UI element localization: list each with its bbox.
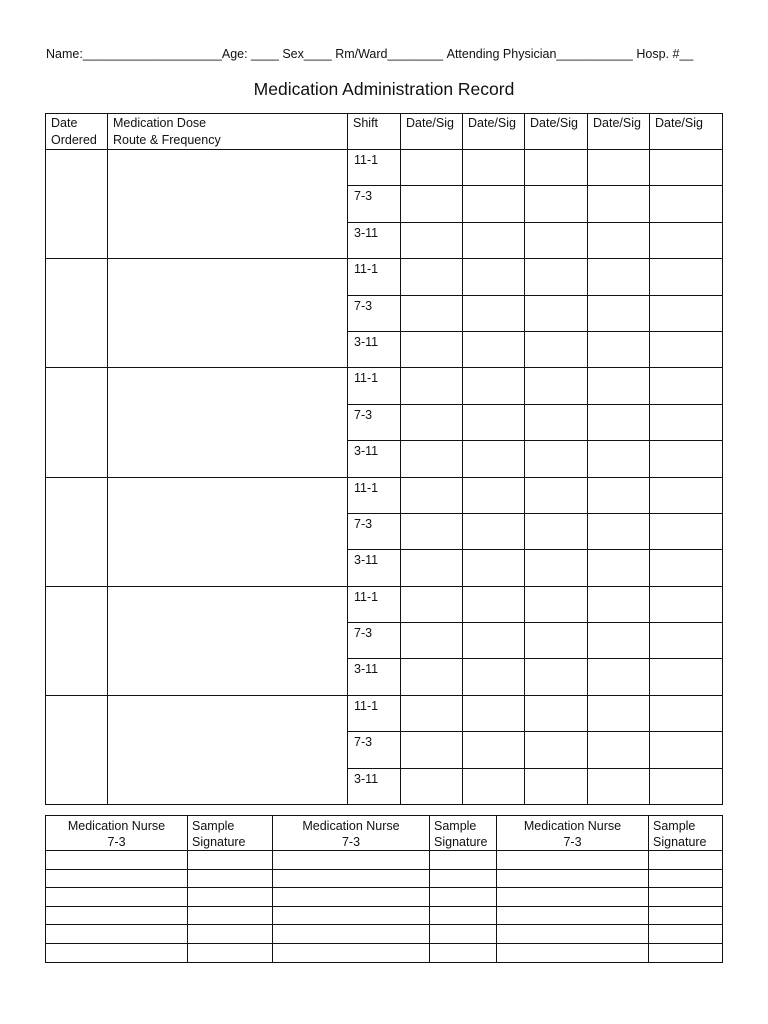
date-sig-cell[interactable] — [401, 623, 463, 659]
mar-row — [46, 477, 723, 513]
date-sig-cell[interactable] — [525, 623, 588, 659]
shift-cell: 3-11 — [348, 768, 401, 804]
mar-row — [46, 259, 723, 295]
medication-nurse-header-line2: 7-3 — [107, 835, 126, 849]
date-ordered-cell[interactable] — [46, 150, 108, 259]
medication-nurse-cell[interactable] — [497, 888, 649, 907]
shift-cell: 11-1 — [348, 368, 401, 404]
date-ordered-header-line1: Date — [51, 116, 78, 130]
date-sig-cell[interactable] — [650, 732, 723, 768]
sample-signature-cell[interactable] — [188, 906, 273, 925]
date-sig-cell[interactable] — [401, 259, 463, 295]
medication-nurse-cell[interactable] — [46, 869, 188, 888]
date-ordered-cell[interactable] — [46, 259, 108, 368]
date-sig-cell[interactable] — [525, 222, 588, 258]
date-sig-cell[interactable] — [525, 513, 588, 549]
date-sig-cell[interactable] — [588, 768, 650, 804]
sample-signature-cell[interactable] — [649, 869, 723, 888]
medication-header-line2: Route & Frequency — [113, 133, 221, 147]
date-sig-cell[interactable] — [525, 259, 588, 295]
shift-cell: 3-11 — [348, 659, 401, 695]
date-sig-cell[interactable] — [401, 404, 463, 440]
sample-signature-header-line1: Sample — [192, 819, 235, 833]
date-sig-cell[interactable] — [401, 732, 463, 768]
date-sig-cell[interactable] — [401, 186, 463, 222]
date-sig-cell[interactable] — [588, 441, 650, 477]
date-sig-cell[interactable] — [525, 186, 588, 222]
date-sig-cell[interactable] — [401, 695, 463, 731]
date-sig-cell[interactable] — [463, 586, 525, 622]
sample-signature-cell[interactable] — [649, 888, 723, 907]
date-sig-cell[interactable] — [588, 659, 650, 695]
sex-field-label: Sex____ — [282, 47, 332, 61]
medication-nurse-cell[interactable] — [46, 888, 188, 907]
date-sig-cell[interactable] — [401, 368, 463, 404]
date-sig-cell[interactable] — [525, 368, 588, 404]
sample-signature-cell[interactable] — [649, 851, 723, 870]
date-sig-cell[interactable] — [401, 659, 463, 695]
date-sig-cell[interactable] — [401, 222, 463, 258]
shift-cell: 3-11 — [348, 550, 401, 586]
date-sig-cell[interactable] — [525, 150, 588, 186]
medication-nurse-header — [273, 816, 430, 851]
date-sig-cell[interactable] — [525, 768, 588, 804]
medication-dose-route-cell[interactable] — [108, 368, 348, 477]
date-sig-cell[interactable] — [650, 768, 723, 804]
date-sig-cell[interactable] — [650, 331, 723, 367]
sample-signature-header-line1: Sample — [434, 819, 477, 833]
sample-signature-cell[interactable] — [649, 925, 723, 944]
date-sig-cell[interactable] — [463, 695, 525, 731]
medication-nurse-cell[interactable] — [497, 943, 649, 962]
date-sig-cell[interactable] — [588, 404, 650, 440]
medication-nurse-header-line2: 7-3 — [341, 835, 361, 849]
nurse-signature-row — [46, 943, 723, 962]
medication-nurse-header — [497, 816, 649, 851]
sample-signature-cell[interactable] — [188, 943, 273, 962]
sample-signature-cell[interactable] — [430, 851, 497, 870]
date-sig-cell[interactable] — [650, 222, 723, 258]
sample-signature-cell[interactable] — [188, 869, 273, 888]
shift-cell: 7-3 — [348, 623, 401, 659]
date-sig-header: Date/Sig — [463, 114, 525, 150]
medication-nurse-header-line1: Medication Nurse — [302, 819, 400, 833]
date-sig-cell[interactable] — [588, 477, 650, 513]
medication-nurse-cell[interactable] — [273, 888, 430, 907]
date-sig-cell[interactable] — [525, 586, 588, 622]
date-sig-cell[interactable] — [525, 732, 588, 768]
sample-signature-header-line2: Signature — [653, 835, 707, 849]
date-sig-cell[interactable] — [650, 513, 723, 549]
date-sig-cell[interactable] — [650, 586, 723, 622]
date-sig-cell[interactable] — [463, 477, 525, 513]
rm-ward-field-label: Rm/Ward________ — [335, 47, 444, 61]
date-sig-cell[interactable] — [401, 331, 463, 367]
date-sig-cell[interactable] — [525, 295, 588, 331]
date-sig-cell[interactable] — [463, 623, 525, 659]
medication-nurse-cell[interactable] — [273, 906, 430, 925]
date-sig-cell[interactable] — [650, 150, 723, 186]
date-sig-cell[interactable] — [525, 550, 588, 586]
medication-nurse-header-line2: 7-3 — [563, 835, 582, 849]
nurse-signature-row — [46, 888, 723, 907]
date-sig-cell[interactable] — [588, 550, 650, 586]
date-sig-cell[interactable] — [650, 259, 723, 295]
date-sig-cell[interactable] — [588, 150, 650, 186]
sample-signature-cell[interactable] — [430, 925, 497, 944]
date-sig-cell[interactable] — [401, 586, 463, 622]
shift-cell: 7-3 — [348, 732, 401, 768]
date-sig-cell[interactable] — [463, 404, 525, 440]
shift-cell: 11-1 — [348, 477, 401, 513]
medication-nurse-cell[interactable] — [273, 943, 430, 962]
medication-nurse-cell[interactable] — [273, 851, 430, 870]
date-ordered-cell[interactable] — [46, 586, 108, 695]
date-sig-cell[interactable] — [588, 368, 650, 404]
date-sig-cell[interactable] — [525, 441, 588, 477]
date-sig-cell[interactable] — [650, 186, 723, 222]
date-sig-cell[interactable] — [588, 732, 650, 768]
sample-signature-header — [430, 816, 497, 851]
date-sig-header: Date/Sig — [588, 114, 650, 150]
date-sig-cell[interactable] — [401, 441, 463, 477]
shift-cell: 3-11 — [348, 441, 401, 477]
date-sig-cell[interactable] — [401, 768, 463, 804]
date-sig-header: Date/Sig — [650, 114, 723, 150]
date-sig-cell[interactable] — [650, 295, 723, 331]
sample-signature-header-line2: Signature — [192, 835, 246, 849]
shift-cell: 11-1 — [348, 150, 401, 186]
date-sig-cell[interactable] — [588, 586, 650, 622]
date-sig-cell[interactable] — [650, 441, 723, 477]
medication-nurse-header — [46, 816, 188, 851]
date-sig-cell[interactable] — [463, 331, 525, 367]
date-sig-cell[interactable] — [463, 513, 525, 549]
date-sig-cell[interactable] — [650, 695, 723, 731]
shift-cell: 11-1 — [348, 695, 401, 731]
mar-row — [46, 695, 723, 731]
name-field-label: Name:____________________ — [46, 47, 222, 61]
mar-body — [46, 150, 723, 805]
date-sig-header: Date/Sig — [525, 114, 588, 150]
medication-nurse-cell[interactable] — [46, 906, 188, 925]
date-sig-cell[interactable] — [588, 695, 650, 731]
date-sig-cell[interactable] — [650, 550, 723, 586]
date-ordered-cell[interactable] — [46, 695, 108, 804]
shift-cell: 3-11 — [348, 331, 401, 367]
date-sig-cell[interactable] — [463, 441, 525, 477]
date-sig-cell[interactable] — [588, 513, 650, 549]
medication-dose-route-cell[interactable] — [108, 695, 348, 804]
hosp-number-field-label: Hosp. #__ — [636, 47, 694, 61]
sample-signature-header-line2: Signature — [434, 835, 488, 849]
nurse-header-row — [46, 816, 723, 851]
nurse-signature-row — [46, 869, 723, 888]
shift-cell: 11-1 — [348, 586, 401, 622]
medication-nurse-cell[interactable] — [46, 943, 188, 962]
date-ordered-cell[interactable] — [46, 477, 108, 586]
sample-signature-cell[interactable] — [649, 906, 723, 925]
date-sig-cell[interactable] — [401, 150, 463, 186]
date-sig-cell[interactable] — [463, 259, 525, 295]
date-sig-cell[interactable] — [463, 295, 525, 331]
medication-nurse-cell[interactable] — [46, 851, 188, 870]
shift-cell: 7-3 — [348, 404, 401, 440]
date-sig-cell[interactable] — [401, 477, 463, 513]
medication-nurse-header-line1: Medication Nurse — [523, 819, 622, 833]
medication-nurse-cell[interactable] — [273, 925, 430, 944]
nurse-signature-row — [46, 906, 723, 925]
date-sig-cell[interactable] — [588, 186, 650, 222]
date-sig-cell[interactable] — [401, 550, 463, 586]
mar-row — [46, 150, 723, 186]
date-sig-cell[interactable] — [525, 477, 588, 513]
attending-physician-field-label: Attending Physician___________ — [446, 47, 633, 61]
sample-signature-header — [649, 816, 723, 851]
shift-header: Shift — [348, 114, 401, 150]
date-sig-cell[interactable] — [463, 732, 525, 768]
mar-row — [46, 368, 723, 404]
medication-header-line1: Medication Dose — [113, 116, 207, 130]
medication-dose-route-cell[interactable] — [108, 477, 348, 586]
patient-info-line — [46, 47, 726, 61]
date-sig-cell[interactable] — [463, 186, 525, 222]
medication-nurse-cell[interactable] — [497, 869, 649, 888]
shift-cell: 7-3 — [348, 186, 401, 222]
medication-nurse-cell[interactable] — [497, 925, 649, 944]
nurse-signature-row — [46, 851, 723, 870]
date-sig-cell[interactable] — [650, 659, 723, 695]
date-sig-cell[interactable] — [463, 150, 525, 186]
nurse-body — [46, 851, 723, 963]
date-sig-cell[interactable] — [588, 222, 650, 258]
date-sig-cell[interactable] — [463, 550, 525, 586]
date-sig-header: Date/Sig — [401, 114, 463, 150]
shift-cell: 3-11 — [348, 222, 401, 258]
date-sig-cell[interactable] — [401, 513, 463, 549]
medication-header — [108, 114, 348, 150]
sample-signature-cell[interactable] — [188, 851, 273, 870]
medication-administration-table — [45, 113, 723, 805]
date-sig-cell[interactable] — [650, 404, 723, 440]
sample-signature-header — [188, 816, 273, 851]
medication-nurse-cell[interactable] — [46, 925, 188, 944]
sample-signature-header-line1: Sample — [653, 819, 696, 833]
date-sig-cell[interactable] — [650, 623, 723, 659]
date-ordered-header-line2: Ordered — [51, 133, 97, 147]
medication-nurse-cell[interactable] — [273, 869, 430, 888]
sample-signature-cell[interactable] — [188, 888, 273, 907]
medication-nurse-header-line1: Medication Nurse — [67, 819, 166, 833]
date-ordered-header — [46, 114, 108, 150]
mar-header-row — [46, 114, 723, 150]
medication-dose-route-cell[interactable] — [108, 586, 348, 695]
medication-dose-route-cell[interactable] — [108, 150, 348, 259]
date-sig-cell[interactable] — [650, 477, 723, 513]
date-sig-cell[interactable] — [525, 695, 588, 731]
date-sig-cell[interactable] — [650, 368, 723, 404]
medication-dose-route-cell[interactable] — [108, 259, 348, 368]
sample-signature-cell[interactable] — [430, 888, 497, 907]
date-sig-cell[interactable] — [463, 768, 525, 804]
date-sig-cell[interactable] — [588, 295, 650, 331]
shift-cell: 7-3 — [348, 295, 401, 331]
date-sig-cell[interactable] — [525, 404, 588, 440]
date-sig-cell[interactable] — [588, 259, 650, 295]
date-sig-cell[interactable] — [463, 222, 525, 258]
date-sig-cell[interactable] — [463, 368, 525, 404]
date-sig-cell[interactable] — [463, 659, 525, 695]
sample-signature-cell[interactable] — [430, 943, 497, 962]
date-ordered-cell[interactable] — [46, 368, 108, 477]
date-sig-cell[interactable] — [588, 331, 650, 367]
shift-cell: 11-1 — [348, 259, 401, 295]
date-sig-cell[interactable] — [525, 331, 588, 367]
date-sig-cell[interactable] — [588, 623, 650, 659]
shift-cell: 7-3 — [348, 513, 401, 549]
date-sig-cell[interactable] — [525, 659, 588, 695]
sample-signature-cell[interactable] — [649, 943, 723, 962]
mar-row — [46, 586, 723, 622]
sample-signature-cell[interactable] — [188, 925, 273, 944]
sample-signature-cell[interactable] — [430, 906, 497, 925]
date-sig-cell[interactable] — [401, 295, 463, 331]
page-title: Medication Administration Record — [253, 79, 515, 99]
medication-nurse-cell[interactable] — [497, 906, 649, 925]
nurse-signature-row — [46, 925, 723, 944]
medication-nurse-signature-table — [45, 815, 723, 963]
sample-signature-cell[interactable] — [430, 869, 497, 888]
medication-nurse-cell[interactable] — [497, 851, 649, 870]
age-field-label: Age: ____ — [221, 47, 279, 61]
